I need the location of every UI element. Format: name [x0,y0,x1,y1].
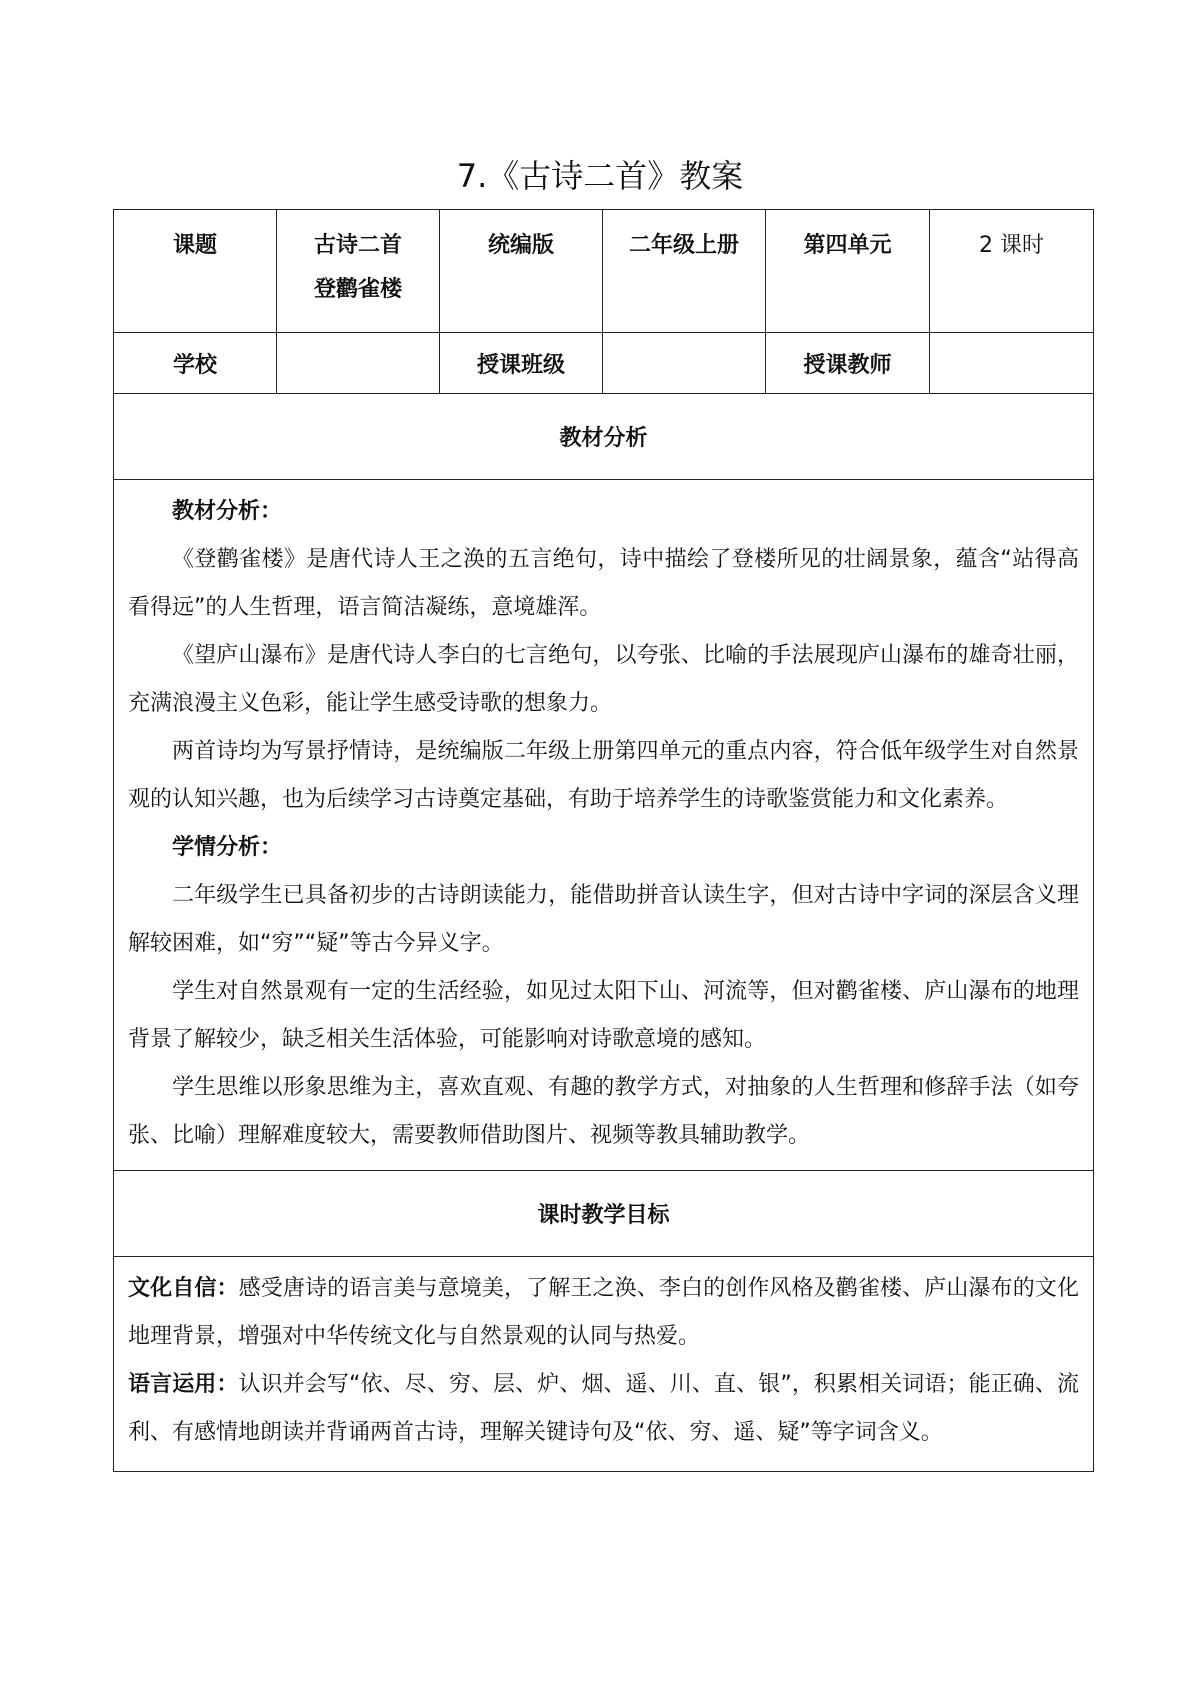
grade: 二年级上册 [628,233,739,258]
school-value [277,333,440,394]
material-label: 教材分析： [172,499,283,524]
subject-line2: 登鹳雀楼 [313,277,402,302]
unit: 第四单元 [803,233,892,258]
student-label: 学情分析： [172,835,283,860]
goals-body [114,1257,1094,1472]
analysis-heading: 教材分析 [114,394,1094,480]
class-label: 授课班级 [440,333,603,394]
school-label: 学校 [114,333,277,394]
goals-body-row [114,1257,1094,1472]
goal-culture [128,1265,1079,1361]
goal-language-label: 语言运用： [128,1372,239,1397]
material-paragraph: 《登鹳雀楼》是唐代诗人王之涣的五言绝句，诗中描绘了登楼所见的壮阔景象，蕴含“站得高看得远”的人生哲理，语言简洁凝练，意境雄浑。 [128,547,1079,620]
subject-line1: 古诗二首 [313,233,402,258]
subject-value-cell [277,210,440,333]
goals-heading: 课时教学目标 [114,1171,1094,1257]
hours-cell [930,210,1094,333]
lesson-plan-table [113,209,1094,1472]
analysis-heading-row [114,394,1094,480]
material-paragraph: 《望庐山瀑布》是唐代诗人李白的七言绝句，以夸张、比喻的手法展现庐山瀑布的雄奇壮丽，充满浪漫主义色彩，能让学生感受诗歌的想象力。 [128,643,1079,716]
student-paragraph: 学生对自然景观有一定的生活经验，如见过太阳下山、河流等，但对鹳雀楼、庐山瀑布的地理背景了解较少，缺乏相关生活体验，可能影响对诗歌意境的感知。 [128,979,1079,1052]
grade-cell [603,210,766,333]
edition: 统编版 [487,233,554,258]
goal-culture-label: 文化自信： [128,1276,239,1301]
hours: 2 课时 [979,233,1044,258]
goal-language [128,1361,1079,1457]
unit-cell [766,210,930,333]
goal-culture-text: 感受唐诗的语言美与意境美，了解王之涣、李白的创作风格及鹳雀楼、庐山瀑布的文化地理背景，增强对中华传统文化与自然景观的认同与热爱。 [128,1276,1079,1349]
material-paragraph: 两首诗均为写景抒情诗，是统编版二年级上册第四单元的重点内容，符合低年级学生对自然景观的认知兴趣，也为后续学习古诗奠定基础，有助于培养学生的诗歌鉴赏能力和文化素养。 [128,739,1079,812]
header-row [114,210,1094,333]
teacher-value [930,333,1094,394]
goals-heading-row [114,1171,1094,1257]
subject-label: 课题 [172,233,217,258]
edition-cell [440,210,603,333]
info-row [114,333,1094,394]
page-title: 7.《古诗二首》教案 [456,157,744,195]
student-paragraph: 学生思维以形象思维为主，喜欢直观、有趣的教学方式，对抽象的人生哲理和修辞手法（如夸张、比喻）理解难度较大，需要教师借助图片、视频等教具辅助教学。 [128,1075,1079,1148]
subject-label-cell [114,210,277,333]
class-value [603,333,766,394]
student-paragraph: 二年级学生已具备初步的古诗朗读能力，能借助拼音认读生字，但对古诗中字词的深层含义理解较困难，如“穷”“疑”等古今异义字。 [128,883,1079,956]
analysis-body [114,480,1094,1171]
analysis-body-row [114,480,1094,1171]
goal-language-text: 认识并会写“依、尽、穷、层、炉、烟、遥、川、直、银”，积累相关词语；能正确、流利、有感情地朗读并背诵两首古诗，理解关键诗句及“依、穷、遥、疑”等字词含义。 [128,1372,1079,1445]
teacher-label: 授课教师 [766,333,930,394]
